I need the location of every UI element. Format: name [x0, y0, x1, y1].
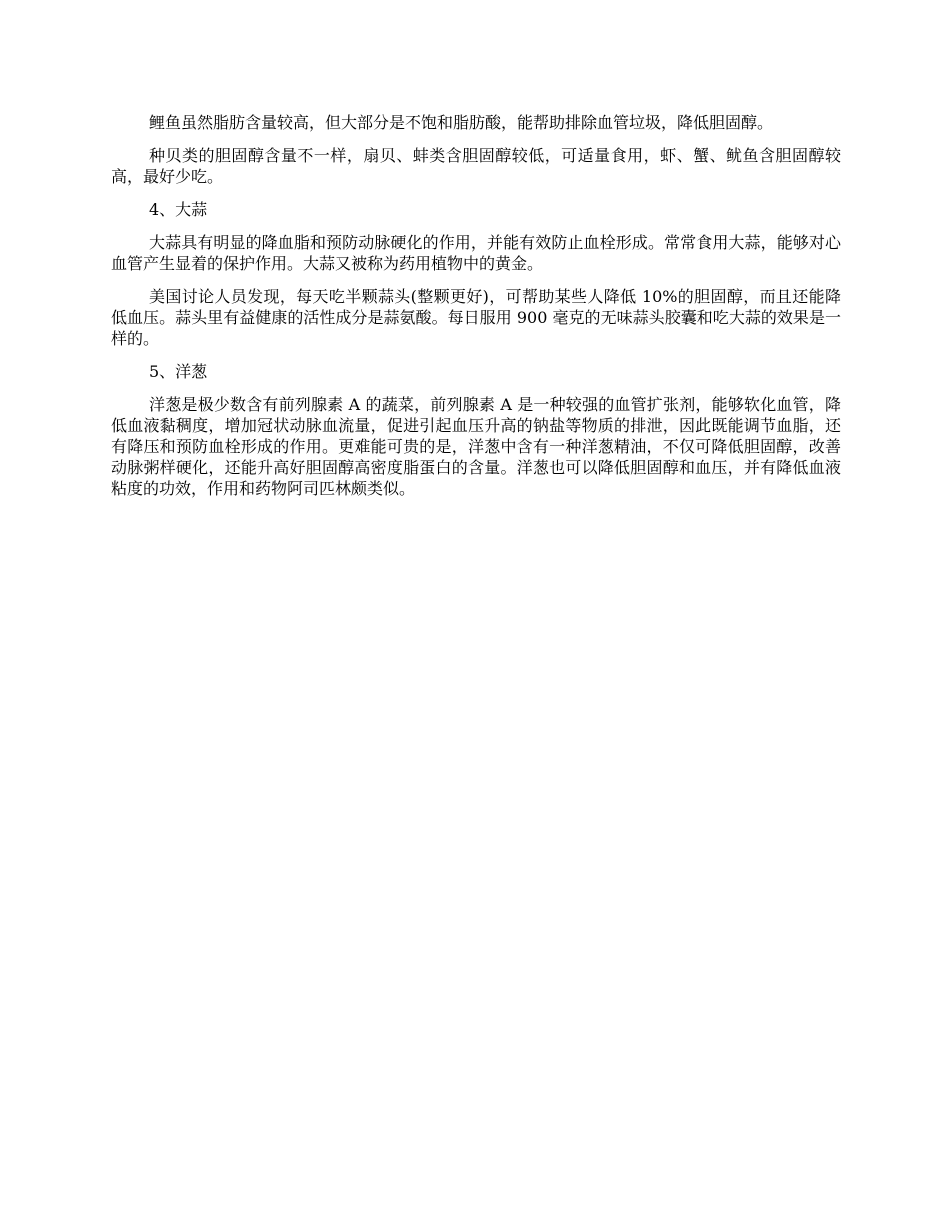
document-page [111, 112, 841, 511]
paragraph-garlic-effects: 大蒜具有明显的降血脂和预防动脉硬化的作用，并能有效防止血栓形成。常常食用大蒜，能够对心血管产生显着的保护作用。大蒜又被称为药用植物中的黄金。 [111, 233, 841, 273]
paragraph-onion: 洋葱是极少数含有前列腺素 A 的蔬菜，前列腺素 A 是一种较强的血管扩张剂，能够软化血管，降低血液黏稠度，增加冠状动脉血流量，促进引起血压升高的钠盐等物质的排泄，因此既能调节血脂，还有降压和预防血栓形成的作用。更难能可贵的是，洋葱中含有一种洋葱精油，不仅可降低胆固醇，改善动脉粥样硬化，还能升高好胆固醇高密度脂蛋白的含量。洋葱也可以降低胆固醇和血压，并有降低血液粘度的功效，作用和药物阿司匹林颇类似。 [111, 395, 841, 498]
paragraph-shellfish: 种贝类的胆固醇含量不一样，扇贝、蚌类含胆固醇较低，可适量食用，虾、蟹、鱿鱼含胆固醇较高，最好少吃。 [111, 146, 841, 186]
section-heading-garlic: 4、大蒜 [149, 200, 208, 219]
paragraph-garlic-research: 美国讨论人员发现，每天吃半颗蒜头(整颗更好)，可帮助某些人降低 10%的胆固醇，而且还能降低血压。蒜头里有益健康的活性成分是蒜氨酸。每日服用 900 毫克的无味蒜头胶囊和吃大蒜的效果是一样的。 [111, 287, 841, 348]
paragraph-carp: 鲤鱼虽然脂肪含量较高，但大部分是不饱和脂肪酸，能帮助排除血管垃圾，降低胆固醇。 [149, 113, 774, 132]
section-heading-onion: 5、洋葱 [149, 362, 208, 381]
